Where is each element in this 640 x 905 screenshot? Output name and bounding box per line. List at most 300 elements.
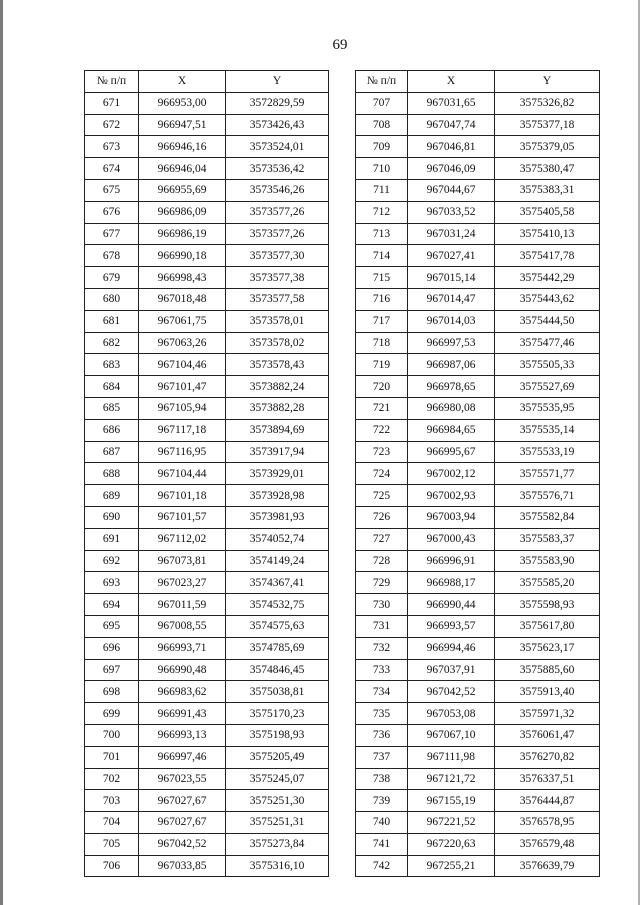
table-row <box>85 397 329 419</box>
cell-x: 966990,44 <box>408 594 495 616</box>
cell-y: 3575251,30 <box>226 790 329 812</box>
cell-x: 966998,43 <box>139 267 226 289</box>
table-row <box>356 506 600 528</box>
cell-x: 967031,24 <box>408 223 495 245</box>
table-row <box>356 768 600 790</box>
cell-number: 683 <box>85 354 139 376</box>
cell-number: 729 <box>356 572 408 594</box>
table-row <box>85 659 329 681</box>
table-row <box>85 419 329 441</box>
table-row <box>85 506 329 528</box>
cell-x: 967104,46 <box>139 354 226 376</box>
cell-x: 967015,14 <box>408 267 495 289</box>
cell-number: 675 <box>85 179 139 201</box>
cell-y: 3576337,51 <box>495 768 600 790</box>
table-row <box>356 245 600 267</box>
cell-number: 734 <box>356 681 408 703</box>
cell-y: 3575443,62 <box>495 288 600 310</box>
cell-y: 3575617,80 <box>495 615 600 637</box>
cell-x: 967027,41 <box>408 245 495 267</box>
cell-number: 742 <box>356 855 408 877</box>
cell-number: 736 <box>356 724 408 746</box>
cell-number: 677 <box>85 223 139 245</box>
cell-number: 680 <box>85 288 139 310</box>
table-row <box>85 223 329 245</box>
cell-x: 967073,81 <box>139 550 226 572</box>
cell-x: 966988,17 <box>408 572 495 594</box>
table-row <box>356 158 600 180</box>
cell-y: 3574846,45 <box>226 659 329 681</box>
cell-x: 967008,55 <box>139 615 226 637</box>
cell-x: 967046,09 <box>408 158 495 180</box>
table-row <box>85 746 329 768</box>
cell-x: 967116,95 <box>139 441 226 463</box>
table-row <box>85 158 329 180</box>
column-header-number: № п/п <box>85 71 139 93</box>
cell-number: 740 <box>356 812 408 834</box>
column-header-x: X <box>139 71 226 93</box>
cell-number: 679 <box>85 267 139 289</box>
cell-y: 3574052,74 <box>226 528 329 550</box>
cell-y: 3575379,05 <box>495 136 600 158</box>
table-row <box>356 703 600 725</box>
table-row <box>356 463 600 485</box>
cell-y: 3575535,95 <box>495 397 600 419</box>
cell-y: 3573577,26 <box>226 201 329 223</box>
cell-y: 3576579,48 <box>495 833 600 855</box>
table-row <box>356 681 600 703</box>
cell-x: 966990,48 <box>139 659 226 681</box>
cell-number: 681 <box>85 310 139 332</box>
table-row <box>356 615 600 637</box>
table-row <box>356 179 600 201</box>
cell-y: 3575245,07 <box>226 768 329 790</box>
cell-x: 967044,67 <box>408 179 495 201</box>
cell-x: 966983,62 <box>139 681 226 703</box>
cell-number: 699 <box>85 703 139 725</box>
cell-number: 701 <box>85 746 139 768</box>
cell-number: 725 <box>356 485 408 507</box>
cell-y: 3573981,93 <box>226 506 329 528</box>
cell-number: 728 <box>356 550 408 572</box>
cell-y: 3575598,93 <box>495 594 600 616</box>
table-row <box>85 681 329 703</box>
cell-number: 695 <box>85 615 139 637</box>
cell-x: 967117,18 <box>139 419 226 441</box>
table-row <box>85 288 329 310</box>
cell-y: 3575971,32 <box>495 703 600 725</box>
cell-x: 967053,08 <box>408 703 495 725</box>
cell-y: 3575380,47 <box>495 158 600 180</box>
cell-number: 696 <box>85 637 139 659</box>
cell-y: 3575251,31 <box>226 812 329 834</box>
table-row <box>356 136 600 158</box>
coordinates-table-left <box>84 70 329 877</box>
cell-y: 3575444,50 <box>495 310 600 332</box>
cell-y: 3575273,84 <box>226 833 329 855</box>
cell-x: 967111,98 <box>408 746 495 768</box>
cell-y: 3575583,37 <box>495 528 600 550</box>
cell-y: 3575383,31 <box>495 179 600 201</box>
cell-x: 966953,00 <box>139 92 226 114</box>
table-row <box>85 594 329 616</box>
table-row <box>356 833 600 855</box>
cell-number: 720 <box>356 376 408 398</box>
cell-y: 3575585,20 <box>495 572 600 594</box>
cell-x: 967105,94 <box>139 397 226 419</box>
cell-number: 733 <box>356 659 408 681</box>
cell-x: 967104,44 <box>139 463 226 485</box>
cell-x: 966984,65 <box>408 419 495 441</box>
cell-x: 967031,65 <box>408 92 495 114</box>
table-row <box>85 703 329 725</box>
column-header-y: Y <box>495 71 600 93</box>
cell-y: 3573882,28 <box>226 397 329 419</box>
table-row <box>85 92 329 114</box>
cell-y: 3575442,29 <box>495 267 600 289</box>
table-row <box>85 332 329 354</box>
table-body-right <box>356 92 600 877</box>
cell-number: 700 <box>85 724 139 746</box>
table-row <box>356 92 600 114</box>
table-row <box>85 354 329 376</box>
cell-y: 3575533,19 <box>495 441 600 463</box>
cell-number: 722 <box>356 419 408 441</box>
cell-x: 966993,71 <box>139 637 226 659</box>
cell-x: 966993,57 <box>408 615 495 637</box>
cell-y: 3575417,78 <box>495 245 600 267</box>
table-row <box>85 179 329 201</box>
table-row <box>356 201 600 223</box>
cell-number: 705 <box>85 833 139 855</box>
cell-y: 3573577,38 <box>226 267 329 289</box>
table-row <box>356 550 600 572</box>
table-row <box>85 528 329 550</box>
cell-number: 678 <box>85 245 139 267</box>
cell-x: 967027,67 <box>139 812 226 834</box>
cell-y: 3576444,87 <box>495 790 600 812</box>
cell-x: 967033,52 <box>408 201 495 223</box>
cell-x: 967037,91 <box>408 659 495 681</box>
cell-y: 3573882,24 <box>226 376 329 398</box>
cell-number: 707 <box>356 92 408 114</box>
cell-number: 694 <box>85 594 139 616</box>
cell-y: 3575505,33 <box>495 354 600 376</box>
table-row <box>356 288 600 310</box>
cell-number: 708 <box>356 114 408 136</box>
cell-number: 711 <box>356 179 408 201</box>
cell-y: 3575205,49 <box>226 746 329 768</box>
cell-y: 3573577,58 <box>226 288 329 310</box>
page-number: 69 <box>332 37 348 53</box>
cell-y: 3575583,90 <box>495 550 600 572</box>
table-row <box>85 550 329 572</box>
cell-x: 967014,03 <box>408 310 495 332</box>
cell-number: 693 <box>85 572 139 594</box>
table-row <box>356 376 600 398</box>
table-row <box>85 572 329 594</box>
cell-y: 3575170,23 <box>226 703 329 725</box>
cell-number: 672 <box>85 114 139 136</box>
table-row <box>85 201 329 223</box>
cell-number: 726 <box>356 506 408 528</box>
cell-x: 966986,09 <box>139 201 226 223</box>
table-row <box>356 114 600 136</box>
cell-y: 3575535,14 <box>495 419 600 441</box>
cell-y: 3574575,63 <box>226 615 329 637</box>
table-row <box>85 812 329 834</box>
table-row <box>85 376 329 398</box>
cell-x: 966946,04 <box>139 158 226 180</box>
cell-x: 966947,51 <box>139 114 226 136</box>
cell-number: 698 <box>85 681 139 703</box>
column-header-y: Y <box>226 71 329 93</box>
cell-x: 967023,27 <box>139 572 226 594</box>
cell-x: 966997,46 <box>139 746 226 768</box>
cell-number: 676 <box>85 201 139 223</box>
cell-number: 674 <box>85 158 139 180</box>
cell-x: 967047,74 <box>408 114 495 136</box>
cell-x: 967101,47 <box>139 376 226 398</box>
cell-y: 3575198,93 <box>226 724 329 746</box>
table-row <box>356 659 600 681</box>
cell-y: 3575038,81 <box>226 681 329 703</box>
cell-number: 684 <box>85 376 139 398</box>
table-header-row <box>356 71 600 93</box>
table-row <box>356 572 600 594</box>
cell-y: 3576061,47 <box>495 724 600 746</box>
cell-y: 3576270,82 <box>495 746 600 768</box>
coordinates-table-right <box>355 70 600 877</box>
cell-x: 966978,65 <box>408 376 495 398</box>
cell-number: 719 <box>356 354 408 376</box>
cell-x: 967003,94 <box>408 506 495 528</box>
cell-y: 3575576,71 <box>495 485 600 507</box>
cell-number: 735 <box>356 703 408 725</box>
cell-x: 966996,91 <box>408 550 495 572</box>
cell-number: 716 <box>356 288 408 310</box>
cell-x: 967121,72 <box>408 768 495 790</box>
cell-number: 710 <box>356 158 408 180</box>
table-body-left <box>85 92 329 877</box>
cell-y: 3574785,69 <box>226 637 329 659</box>
cell-y: 3572829,59 <box>226 92 329 114</box>
cell-x: 967018,48 <box>139 288 226 310</box>
cell-x: 967220,63 <box>408 833 495 855</box>
cell-x: 967002,12 <box>408 463 495 485</box>
table-row <box>85 441 329 463</box>
cell-x: 967042,52 <box>139 833 226 855</box>
table-row <box>356 855 600 877</box>
table-row <box>356 441 600 463</box>
table-row <box>356 790 600 812</box>
cell-x: 967155,19 <box>408 790 495 812</box>
table-row <box>356 746 600 768</box>
cell-x: 967061,75 <box>139 310 226 332</box>
cell-number: 713 <box>356 223 408 245</box>
cell-y: 3574367,41 <box>226 572 329 594</box>
cell-number: 730 <box>356 594 408 616</box>
cell-x: 966995,67 <box>408 441 495 463</box>
cell-x: 967000,43 <box>408 528 495 550</box>
cell-number: 702 <box>85 768 139 790</box>
cell-y: 3575582,84 <box>495 506 600 528</box>
cell-x: 967112,02 <box>139 528 226 550</box>
cell-y: 3574532,75 <box>226 594 329 616</box>
cell-x: 967255,21 <box>408 855 495 877</box>
cell-number: 686 <box>85 419 139 441</box>
cell-number: 691 <box>85 528 139 550</box>
cell-number: 714 <box>356 245 408 267</box>
table-row <box>85 245 329 267</box>
cell-x: 966991,43 <box>139 703 226 725</box>
table-row <box>85 310 329 332</box>
cell-y: 3576578,95 <box>495 812 600 834</box>
table-row <box>356 419 600 441</box>
cell-y: 3575913,40 <box>495 681 600 703</box>
cell-x: 967014,47 <box>408 288 495 310</box>
cell-x: 967027,67 <box>139 790 226 812</box>
cell-x: 967101,57 <box>139 506 226 528</box>
cell-number: 703 <box>85 790 139 812</box>
table-row <box>85 615 329 637</box>
table-row <box>356 637 600 659</box>
cell-number: 709 <box>356 136 408 158</box>
table-header-row <box>85 71 329 93</box>
cell-x: 967046,81 <box>408 136 495 158</box>
cell-y: 3576639,79 <box>495 855 600 877</box>
table-row <box>85 855 329 877</box>
column-header-number: № п/п <box>356 71 408 93</box>
cell-number: 715 <box>356 267 408 289</box>
cell-x: 967023,55 <box>139 768 226 790</box>
table-row <box>356 223 600 245</box>
cell-y: 3573577,26 <box>226 223 329 245</box>
table-row <box>356 332 600 354</box>
cell-y: 3575377,18 <box>495 114 600 136</box>
cell-y: 3575623,17 <box>495 637 600 659</box>
cell-x: 967221,52 <box>408 812 495 834</box>
cell-y: 3573536,42 <box>226 158 329 180</box>
cell-y: 3574149,24 <box>226 550 329 572</box>
cell-x: 966990,18 <box>139 245 226 267</box>
scan-left-edge <box>0 0 3 905</box>
cell-number: 690 <box>85 506 139 528</box>
cell-y: 3575326,82 <box>495 92 600 114</box>
cell-y: 3573578,02 <box>226 332 329 354</box>
cell-y: 3575571,77 <box>495 463 600 485</box>
table-row <box>356 354 600 376</box>
table-row <box>356 724 600 746</box>
cell-y: 3573546,26 <box>226 179 329 201</box>
cell-x: 967101,18 <box>139 485 226 507</box>
cell-number: 723 <box>356 441 408 463</box>
cell-number: 724 <box>356 463 408 485</box>
cell-number: 697 <box>85 659 139 681</box>
column-header-x: X <box>408 71 495 93</box>
cell-number: 682 <box>85 332 139 354</box>
cell-number: 704 <box>85 812 139 834</box>
cell-x: 967002,93 <box>408 485 495 507</box>
cell-x: 966986,19 <box>139 223 226 245</box>
table-row <box>356 812 600 834</box>
cell-number: 732 <box>356 637 408 659</box>
cell-y: 3575316,10 <box>226 855 329 877</box>
cell-number: 731 <box>356 615 408 637</box>
cell-number: 687 <box>85 441 139 463</box>
cell-number: 688 <box>85 463 139 485</box>
table-row <box>85 136 329 158</box>
cell-y: 3573577,30 <box>226 245 329 267</box>
table-row <box>85 637 329 659</box>
table-row <box>85 833 329 855</box>
cell-number: 706 <box>85 855 139 877</box>
cell-number: 712 <box>356 201 408 223</box>
cell-number: 692 <box>85 550 139 572</box>
cell-y: 3573894,69 <box>226 419 329 441</box>
table-row <box>85 790 329 812</box>
table-row <box>85 463 329 485</box>
table-row <box>356 310 600 332</box>
cell-y: 3573917,94 <box>226 441 329 463</box>
cell-number: 689 <box>85 485 139 507</box>
table-row <box>356 267 600 289</box>
cell-y: 3573578,01 <box>226 310 329 332</box>
cell-number: 673 <box>85 136 139 158</box>
table-row <box>356 397 600 419</box>
cell-y: 3573578,43 <box>226 354 329 376</box>
cell-x: 967011,59 <box>139 594 226 616</box>
cell-y: 3573929,01 <box>226 463 329 485</box>
cell-number: 739 <box>356 790 408 812</box>
cell-x: 966994,46 <box>408 637 495 659</box>
cell-x: 966980,08 <box>408 397 495 419</box>
cell-x: 967042,52 <box>408 681 495 703</box>
cell-number: 717 <box>356 310 408 332</box>
cell-y: 3573524,01 <box>226 136 329 158</box>
cell-y: 3575410,13 <box>495 223 600 245</box>
cell-number: 721 <box>356 397 408 419</box>
cell-y: 3573426,43 <box>226 114 329 136</box>
cell-number: 741 <box>356 833 408 855</box>
table-row <box>85 114 329 136</box>
cell-number: 718 <box>356 332 408 354</box>
cell-y: 3575405,58 <box>495 201 600 223</box>
cell-number: 737 <box>356 746 408 768</box>
cell-x: 967067,10 <box>408 724 495 746</box>
cell-number: 671 <box>85 92 139 114</box>
cell-y: 3575885,60 <box>495 659 600 681</box>
table-row <box>356 485 600 507</box>
cell-number: 738 <box>356 768 408 790</box>
table-row <box>356 594 600 616</box>
cell-number: 685 <box>85 397 139 419</box>
cell-number: 727 <box>356 528 408 550</box>
table-row <box>356 528 600 550</box>
cell-x: 966946,16 <box>139 136 226 158</box>
table-row <box>85 724 329 746</box>
cell-y: 3575527,69 <box>495 376 600 398</box>
cell-y: 3575477,46 <box>495 332 600 354</box>
cell-x: 966955,69 <box>139 179 226 201</box>
table-row <box>85 485 329 507</box>
cell-x: 966987,06 <box>408 354 495 376</box>
cell-x: 966993,13 <box>139 724 226 746</box>
cell-y: 3573928,98 <box>226 485 329 507</box>
cell-x: 967063,26 <box>139 332 226 354</box>
cell-x: 966997,53 <box>408 332 495 354</box>
cell-x: 967033,85 <box>139 855 226 877</box>
